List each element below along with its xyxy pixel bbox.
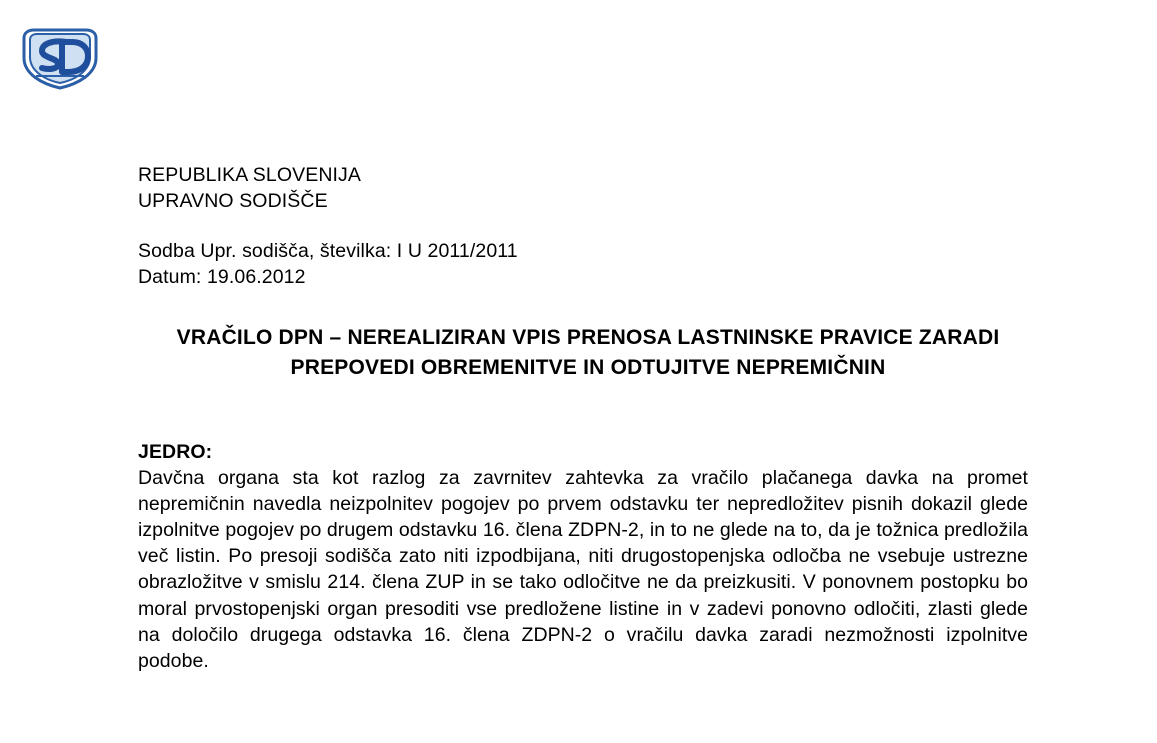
shield-logo-icon	[18, 28, 102, 90]
section-body-jedro: Davčna organa sta kot razlog za zavrnitev zahtevka za vračilo plačanega davka na promet nepremičnin navedla neizpolnitev pogojev po prvem odstavku ter nepredložitev pisnih dokazil glede izpolnitve pogojev po drugem odstavku 16. člena ZDPN-2, in to ne glede na to, da je tožnica predložila več listin. Po presoji sodišča zato niti izpodbijana, niti drugostopenjska odločba ne vsebuje ustrezne obrazložitve v smislu 214. člena ZUP in se tako odločitve ne da preizkusiti. V ponovnem postopku bo moral prvostopenjski organ presoditi vse predložene listine in v zadevi ponovno odločiti, zlasti glede na določilo drugega odstavka 16. člena ZDPN-2 o vračilu davka zaradi nezmožnosti izpolnitve podobe.	[138, 466, 1028, 673]
case-number: Sodba Upr. sodišča, številka: I U 2011/2011	[138, 240, 518, 263]
page-title: VRAČILO DPN – NEREALIZIRAN VPIS PRENOSA LASTNINSKE PRAVICE ZARADI PREPOVEDI OBREMENITVE IN ODTUJITVE NEPREMIČNIN	[176, 325, 1000, 379]
authority-line-2: UPRAVNO SODIŠČE	[138, 189, 328, 212]
authority-header	[138, 163, 1038, 214]
document-body	[138, 0, 1038, 674]
authority-line-1: REPUBLIKA SLOVENIJA	[138, 164, 361, 186]
case-date: Datum: 19.06.2012	[138, 266, 306, 289]
case-meta	[138, 239, 1038, 290]
section-label-jedro: JEDRO:	[138, 440, 213, 463]
